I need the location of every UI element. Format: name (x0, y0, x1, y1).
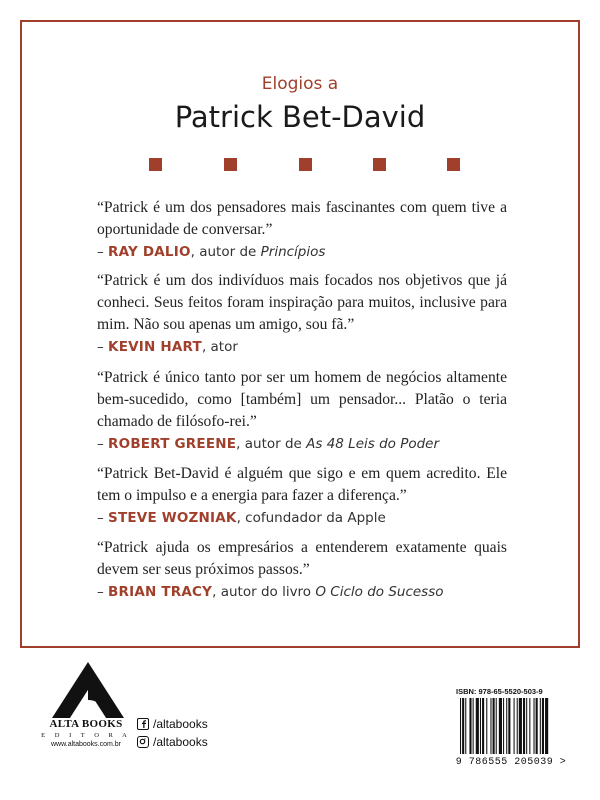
barcode-bar (486, 698, 487, 754)
publisher-logo-icon (48, 660, 128, 720)
heading-title: Patrick Bet-David (174, 100, 426, 134)
testimonial-attribution: – ROBERT GREENE, autor de As 48 Leis do Poder (97, 436, 440, 452)
barcode-bar (542, 698, 544, 754)
barcode-bar (462, 698, 464, 754)
publisher-brand: ALTA BOOKS (49, 718, 123, 730)
testimonial (97, 367, 507, 452)
testimonial-author: STEVE WOZNIAK (108, 510, 237, 526)
barcode-bar (519, 698, 522, 754)
testimonial-author: RAY DALIO (108, 244, 191, 260)
isbn-label: ISBN: 978-65-5520-503-9 (456, 687, 543, 696)
facebook-icon (137, 718, 149, 730)
barcode-bar (469, 698, 471, 754)
barcode-bar (476, 698, 479, 754)
facebook-handle: /altabooks (153, 717, 208, 731)
testimonial-work: Princípios (260, 244, 326, 260)
testimonial-attribution: – RAY DALIO, autor de Princípios (97, 244, 326, 260)
barcode-bar (506, 698, 507, 754)
facebook-link[interactable] (137, 717, 208, 731)
testimonial-author: BRIAN TRACY (108, 584, 213, 600)
testimonial-author: KEVIN HART (108, 339, 202, 355)
barcode-bar (499, 698, 502, 754)
barcode-bar (503, 698, 504, 754)
instagram-link[interactable] (137, 735, 208, 749)
testimonial (97, 463, 507, 526)
barcode-bar (529, 698, 530, 754)
barcode-bars-icon (452, 698, 570, 756)
testimonial-attribution: – BRIAN TRACY, autor do livro O Ciclo do Sucesso (97, 584, 444, 600)
testimonial-attribution: – KEVIN HART, ator (97, 339, 238, 355)
barcode-bar (536, 698, 538, 754)
testimonial-role: , autor do livro (212, 584, 316, 600)
barcode-bar (540, 698, 541, 754)
ornament-row (0, 158, 600, 172)
barcode-bar (480, 698, 481, 754)
barcode-bar (496, 698, 497, 754)
barcode-bar (517, 698, 518, 754)
testimonial (97, 197, 507, 260)
barcode-bar (526, 698, 527, 754)
ornament-square (149, 158, 162, 171)
barcode-bar (473, 698, 474, 754)
publisher-sub: E D I T O R A (41, 732, 131, 739)
barcode (452, 687, 570, 771)
testimonial-attribution: – STEVE WOZNIAK, cofundador da Apple (97, 510, 386, 526)
barcode-bar (490, 698, 491, 754)
barcode-bar (545, 698, 548, 754)
barcode-bar (514, 698, 515, 754)
heading-kicker: Elogios a (261, 74, 339, 94)
ornament-square (299, 158, 312, 171)
barcode-bar (534, 698, 535, 754)
ornament-square (447, 158, 460, 171)
ornament-square (224, 158, 237, 171)
testimonial-role: , autor de (190, 244, 261, 260)
barcode-bar (508, 698, 510, 754)
barcode-bar (460, 698, 461, 754)
barcode-bar (465, 698, 466, 754)
barcode-digits: 9 786555 205039 > (455, 757, 567, 768)
testimonial-quote: “Patrick Bet-David é alguém que sigo e em quem acredito. Ele tem o impulso e a energia para fazer a diferença.” (97, 465, 507, 504)
testimonial-author: ROBERT GREENE (108, 436, 237, 452)
testimonial-work: As 48 Leis do Poder (306, 436, 440, 452)
instagram-handle: /altabooks (153, 735, 208, 749)
testimonial-role: , autor de (236, 436, 307, 452)
testimonial-quote: “Patrick é único tanto por ser um homem de negócios altamente bem-sucedido, como [também] um pensador... Platão o teria chamado de filósofo-rei.” (97, 369, 507, 430)
testimonial-quote: “Patrick é um dos pensadores mais fascinantes com quem tive a oportunidade de conversar.” (97, 199, 507, 238)
ornament-square (373, 158, 386, 171)
barcode-bar (493, 698, 495, 754)
testimonial-quote: “Patrick é um dos indivíduos mais focados nos objetivos que já conheci. Seus feitos foram inspiração para muitos, inclusive para mim. Não sou apenas um amigo, sou fã.” (97, 272, 507, 333)
testimonial-role: , cofundador da Apple (236, 510, 386, 526)
testimonial (97, 537, 507, 600)
instagram-icon (137, 736, 149, 748)
barcode-bar (482, 698, 484, 754)
testimonial-role: , ator (201, 339, 238, 355)
publisher-site: www.altabooks.com.br (50, 741, 122, 748)
testimonial-quote: “Patrick ajuda os empresários a entenderem exatamente quais devem ser seus próximos passos.” (97, 539, 507, 578)
testimonial (97, 270, 507, 355)
testimonial-work: O Ciclo do Sucesso (315, 584, 444, 600)
barcode-bar (523, 698, 525, 754)
